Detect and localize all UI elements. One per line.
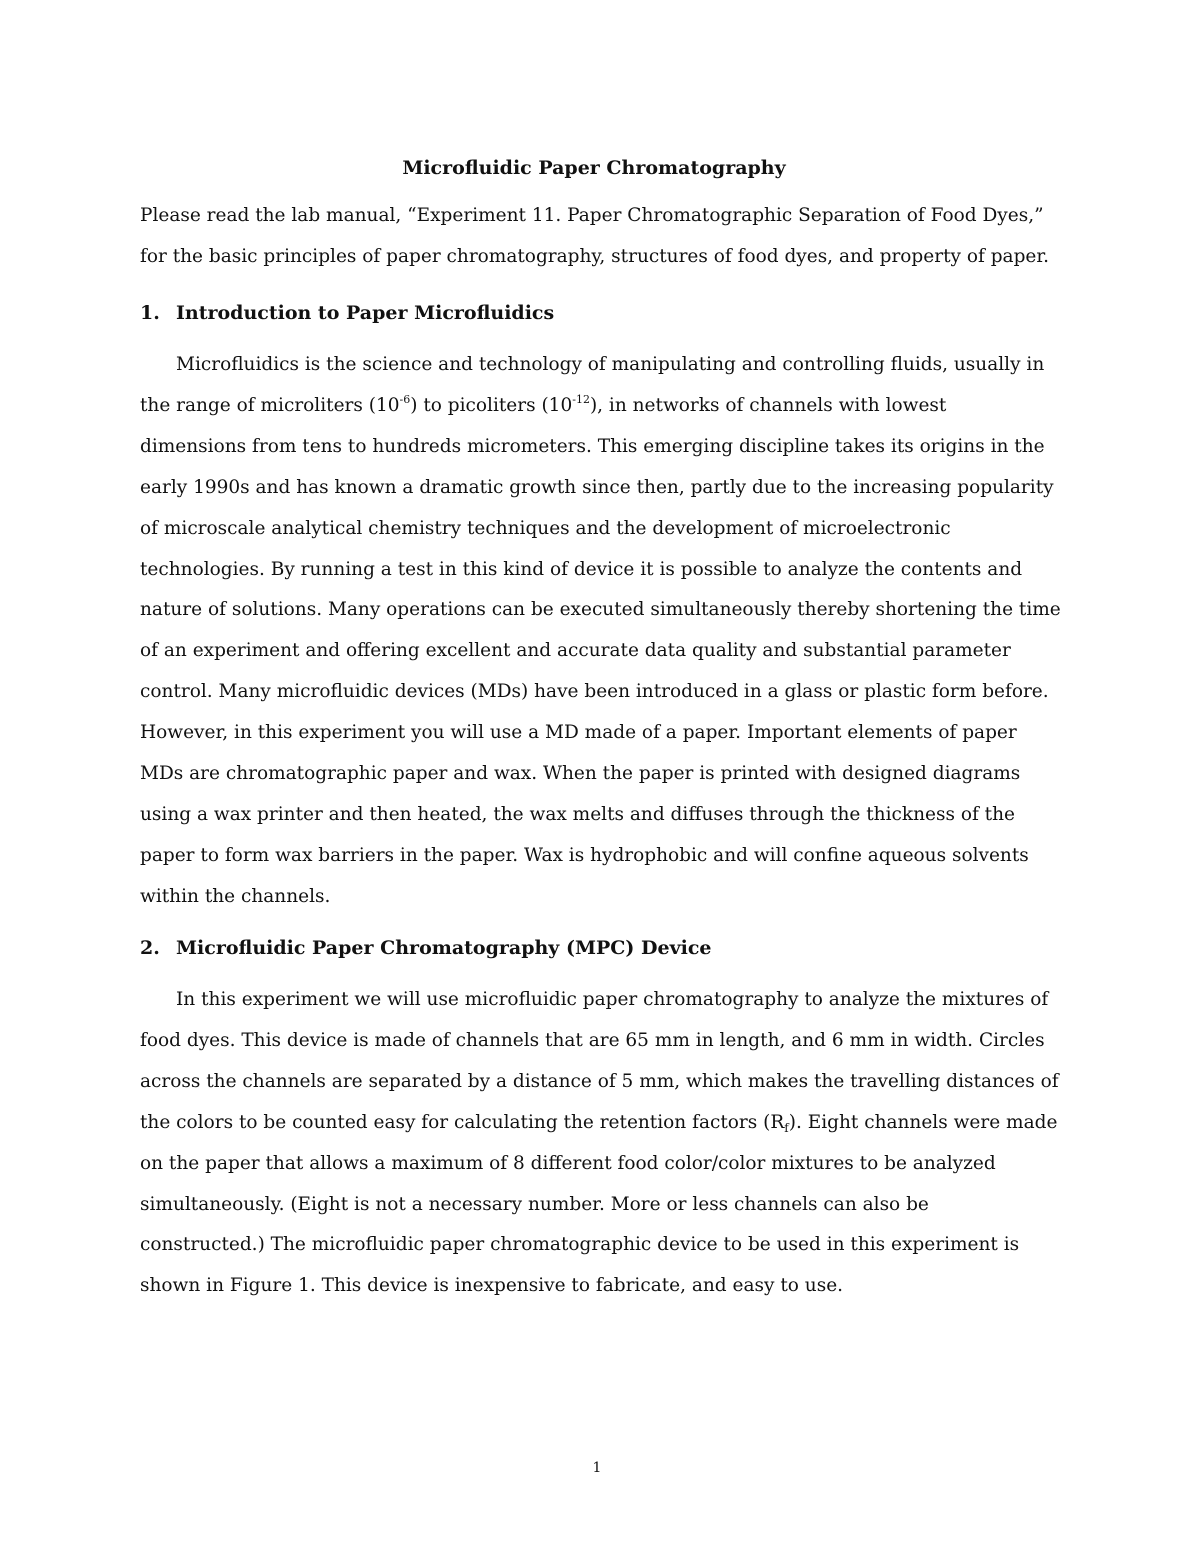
- text-run: the range of microliters (10: [140, 394, 400, 416]
- paragraph-line: control. Many microfluidic devices (MDs) have been introduced in a glass or plastic form before.: [140, 681, 1049, 703]
- paragraph-line: constructed.) The microfluidic paper chromatographic device to be used in this experiment is: [140, 1234, 1020, 1256]
- paragraph-line: within the channels.: [140, 885, 331, 907]
- paragraph-line: food dyes. This device is made of channels that are 65 mm in length, and 6 mm in width. Circles: [140, 1029, 1045, 1051]
- paragraph-line: simultaneously. (Eight is not a necessary number. More or less channels can also be: [140, 1193, 929, 1215]
- section-heading-1: [140, 299, 554, 327]
- text-run: ), in networks of channels with lowest: [589, 394, 947, 416]
- paragraph-line: using a wax printer and then heated, the wax melts and diffuses through the thickness of the: [140, 803, 1015, 825]
- text-run: ). Eight channels were made: [788, 1111, 1058, 1133]
- paragraph-line: Microfluidics is the science and technology of manipulating and controlling fluids, usually in: [176, 354, 1045, 375]
- intro-paragraph: [140, 196, 1060, 278]
- section-1-paragraph: [140, 345, 1060, 918]
- paragraph-line: [140, 1103, 1060, 1144]
- section-heading-2: [140, 934, 711, 962]
- section-number: 2.: [140, 937, 160, 959]
- paragraph-line: technologies. By running a test in this kind of device it is possible to analyze the contents and: [140, 558, 1023, 580]
- paragraph-line: In this experiment we will use microfluidic paper chromatography to analyze the mixtures of: [176, 989, 1049, 1010]
- subscript-f: f: [784, 1120, 789, 1135]
- superscript-exponent: -12: [572, 392, 590, 406]
- paragraph-line: early 1990s and has known a dramatic growth since then, partly due to the increasing popularity: [140, 476, 1054, 498]
- paragraph-line: paper to form wax barriers in the paper. Wax is hydrophobic and will confine aqueous solvents: [140, 844, 1029, 866]
- text-run: ) to picoliters (10: [410, 394, 573, 416]
- paragraph-line: [140, 386, 1060, 427]
- paragraph-line: Please read the lab manual, “Experiment 11. Paper Chromatographic Separation of Food Dyes,”: [140, 205, 1044, 226]
- document-title: Microfluidic Paper Chromatography: [402, 157, 786, 179]
- paragraph-line: nature of solutions. Many operations can be executed simultaneously thereby shortening the time: [140, 599, 1061, 621]
- paragraph-line: on the paper that allows a maximum of 8 different food color/color mixtures to be analyzed: [140, 1152, 996, 1174]
- superscript-exponent: -6: [399, 392, 411, 406]
- section-2-paragraph: [140, 980, 1060, 1307]
- paragraph-line: dimensions from tens to hundreds micrometers. This emerging discipline takes its origins in the: [140, 435, 1045, 457]
- paragraph-line: However, in this experiment you will use a MD made of a paper. Important elements of paper: [140, 722, 1017, 744]
- paragraph-line: of microscale analytical chemistry techniques and the development of microelectronic: [140, 517, 951, 539]
- section-number: 1.: [140, 302, 160, 324]
- paragraph-line: MDs are chromatographic paper and wax. When the paper is printed with designed diagrams: [140, 763, 1021, 785]
- section-heading-text: Microfluidic Paper Chromatography (MPC) Device: [176, 937, 712, 959]
- section-heading-text: Introduction to Paper Microfluidics: [176, 302, 555, 324]
- paragraph-line: for the basic principles of paper chromatography, structures of food dyes, and property of paper.: [140, 245, 1050, 267]
- paragraph-line: shown in Figure 1. This device is inexpensive to fabricate, and easy to use.: [140, 1275, 844, 1297]
- paragraph-line: across the channels are separated by a distance of 5 mm, which makes the travelling distances of: [140, 1070, 1059, 1092]
- text-run: the colors to be counted easy for calculating the retention factors (R: [140, 1111, 785, 1133]
- page-number: 1: [592, 1460, 602, 1476]
- paragraph-line: of an experiment and offering excellent and accurate data quality and substantial parameter: [140, 640, 1011, 662]
